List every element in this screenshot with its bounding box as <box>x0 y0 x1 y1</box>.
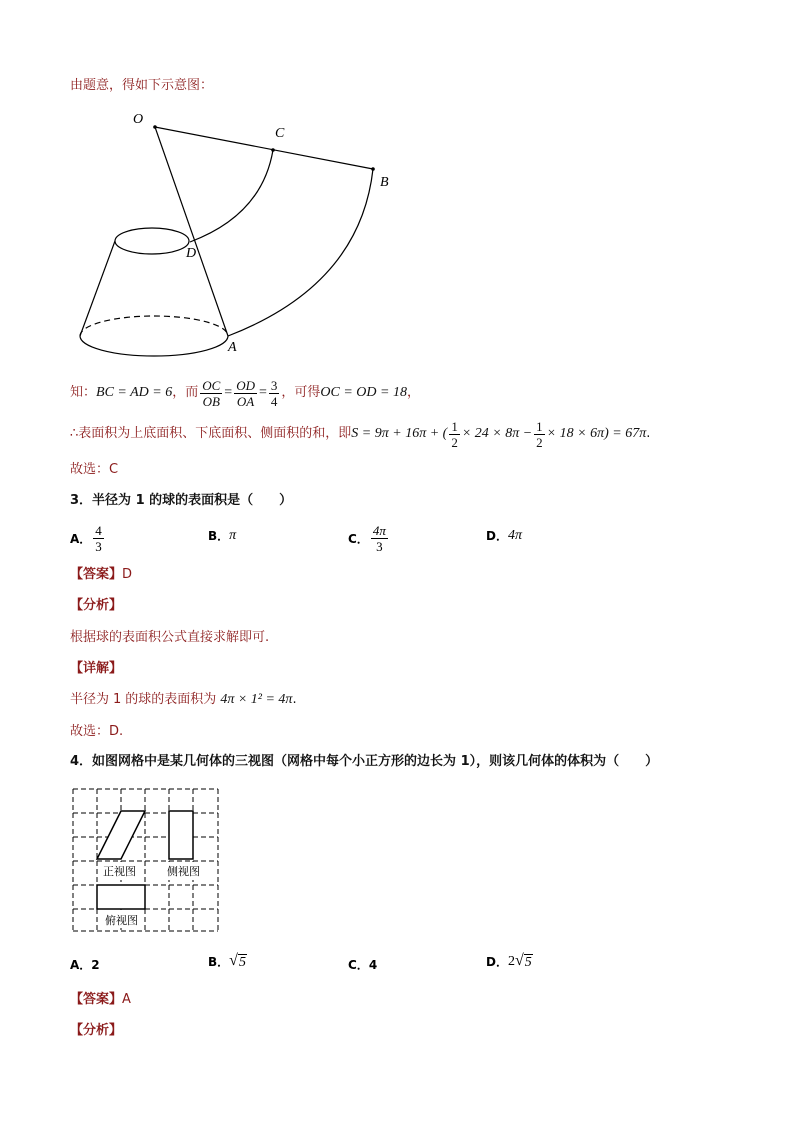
side-view-shape <box>169 811 193 859</box>
area-end: . <box>646 426 651 441</box>
q3-option-b: B． π <box>208 527 237 543</box>
q3-detail-tag: 【详解】 <box>70 661 123 676</box>
q4-option-d: D． 2 √ 5 <box>486 952 532 970</box>
three-view-grid <box>70 786 222 934</box>
q4-option-b: B． √ 5 <box>208 952 246 970</box>
q4-title: 4．如图网格中是某几何体的三视图（网格中每个小正方形的边长为 1），则该几何体的体积为（ ） <box>70 754 659 769</box>
frac-3-4: $\frac{3}{4}$ <box>270 377 278 409</box>
area-expr-b: × 24 × 8π − <box>461 426 533 441</box>
q3-analysis-tag: 【分析】 <box>70 598 123 613</box>
top-ellipse <box>115 228 189 254</box>
known-end: ， <box>406 385 420 400</box>
q3-option-c: C． $\frac{4\pi}{3}$ <box>348 522 386 554</box>
q4-analysis-tag: 【分析】 <box>70 1023 123 1038</box>
known-suffix: ，可得 <box>281 385 321 400</box>
frustum-sector-figure <box>0 0 794 370</box>
label-d: D <box>186 246 197 261</box>
area-prefix: ∴表面积为上底面积、下底面积、侧面积的和，即 <box>70 426 352 441</box>
known-line: 知： BC = AD = 6 ，而 $\frac{OC}{OB}$ = $\frac{OD}{OA}$ = $\frac{3}{4}$ ，可得 OC = OD = 18 ， <box>70 377 420 409</box>
view-top-label: 俯视图 <box>105 914 138 927</box>
line-ob <box>155 127 373 169</box>
frac-half-2: $\frac{1}{2}$ <box>536 418 543 450</box>
view-side-label: 侧视图 <box>167 865 200 878</box>
q3-title: 3．半径为 1 的球的表面积是（ ） <box>70 493 293 508</box>
q3-analysis-text: 根据球的表面积公式直接求解即可. <box>70 630 270 645</box>
area-line <box>70 414 650 454</box>
q3-detail-line: 半径为 1 的球的表面积为 4π × 1² = 4π . <box>70 692 297 707</box>
label-o: O <box>133 112 144 127</box>
view-front-label: 正视图 <box>103 865 136 878</box>
frac-oc-ob: $\frac{OC}{OB}$ <box>202 377 221 409</box>
frac-od-oa: $\frac{OD}{OA}$ <box>236 377 255 409</box>
known-eq1: BC = AD = 6 <box>96 385 173 400</box>
label-c: C <box>275 126 285 141</box>
known-sep: ，而 <box>172 385 199 400</box>
prev-choose: 故选：C <box>70 462 119 477</box>
left-edge <box>80 241 115 336</box>
q3-answer: 【答案】D <box>70 567 133 582</box>
intro-text: 由题意，得如下示意图： <box>70 78 214 93</box>
arc-ba <box>228 169 373 336</box>
q4-answer: 【答案】A <box>70 992 131 1007</box>
frac-half-1: $\frac{1}{2}$ <box>451 418 458 450</box>
line-oa <box>155 127 228 336</box>
q4-option-a: A． 2 <box>70 957 100 972</box>
q3-option-a: A． $\frac{4}{3}$ <box>70 522 102 554</box>
front-view-shape <box>97 811 145 859</box>
q3-choose: 故选：D. <box>70 724 124 739</box>
label-b: B <box>380 175 389 190</box>
arc-cd <box>190 150 273 242</box>
q3-option-d: D． 4π <box>486 527 522 543</box>
area-expr-a: S = 9π + 16π + ( <box>351 426 448 441</box>
known-eq2: OC = OD = 18 <box>320 385 407 400</box>
known-prefix: 知： <box>70 385 97 400</box>
q4-option-c: C． 4 <box>348 957 378 972</box>
top-view-shape <box>97 885 145 909</box>
bottom-ellipse-front <box>80 336 228 356</box>
bottom-ellipse-back <box>80 316 228 336</box>
area-expr-c: × 18 × 6π) = 67π <box>546 426 647 441</box>
label-a: A <box>228 340 237 355</box>
